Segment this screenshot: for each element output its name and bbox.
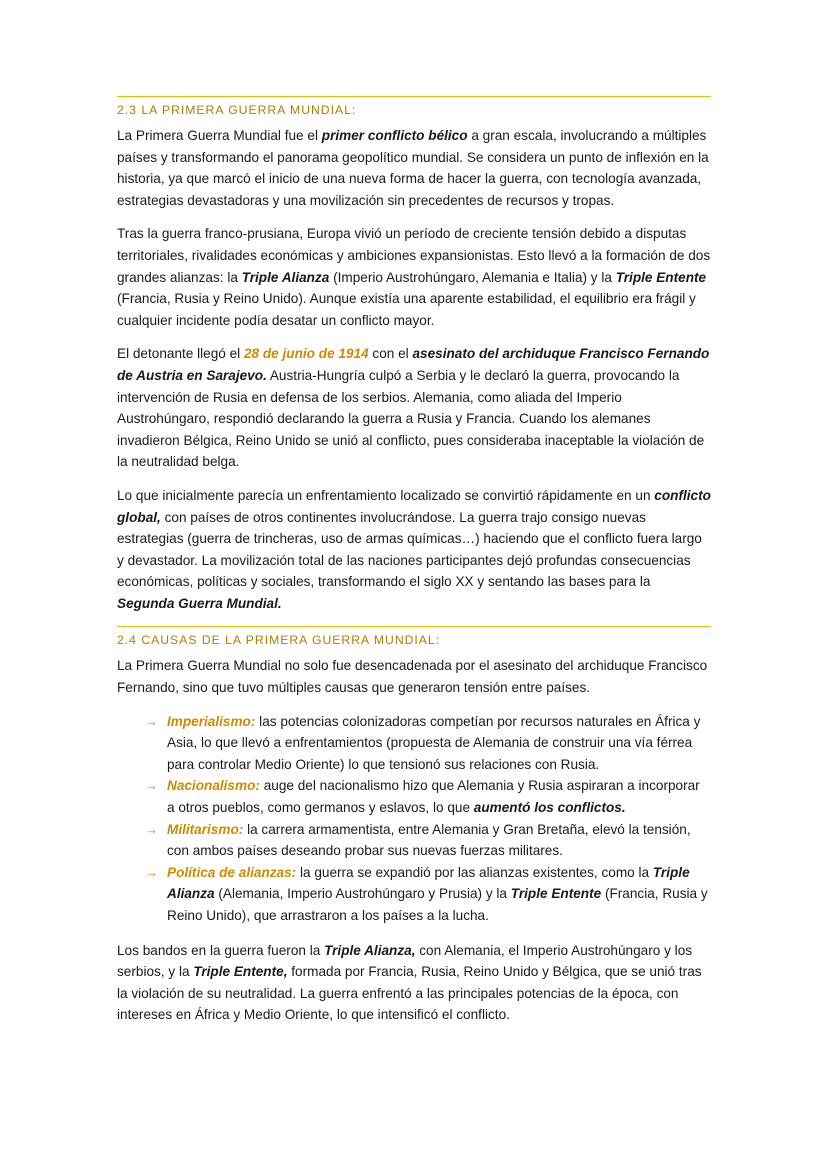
- arrow-right-icon: →: [145, 713, 158, 729]
- arrow-right-icon: →: [145, 821, 158, 837]
- list-item: → Imperialismo: las potencias colonizadoras competían por recursos naturales en África y Asia, lo que llevó a enfrentamientos (propuesta de Alemania de construir una vía férrea para controlar Medio Oriente) lo que tensionó sus relaciones con Rusia.: [145, 711, 711, 776]
- emphasis-text: asesinato del archiduque Francisco Fernando de Austria en Sarajevo.: [117, 346, 710, 383]
- list-item: → Militarismo: la carrera armamentista, entre Alemania y Gran Bretaña, elevó la tensión, con ambos países deseando probar sus nuevas fuerzas militares.: [145, 819, 711, 862]
- arrow-right-icon: →: [145, 864, 158, 880]
- list-item: → Nacionalismo: auge del nacionalismo hizo que Alemania y Rusia aspiraran a incorporar a otros pueblos, como germanos y eslavos, lo que aumentó los conflictos.: [145, 775, 711, 818]
- emphasis-text: primer conflicto bélico: [321, 128, 468, 143]
- emphasis-text: Triple Entente: [510, 886, 602, 902]
- emphasis-text: Triple Entente,: [193, 964, 288, 980]
- section-heading-primera-guerra: 2.3 LA PRIMERA GUERRA MUNDIAL:: [117, 96, 711, 117]
- emphasis-text: Triple Alianza: [241, 269, 330, 285]
- paragraph-alliances: Tras la guerra franco-prusiana, Europa vivió un período de creciente tensión debido a disputas territoriales, rivalidades económicas y ambiciones expansionistas. Esto llevó a la formación de dos grandes alianzas: la Triple Alianza (Imperio Austrohúngaro, Alemania e Italia) y la Triple Entente (Francia, Rusia y Reino Unido). Aunque existía una aparente estabilidad, el equilibrio era frágil y cualquier incidente podía desatar un conflicto mayor.: [117, 226, 711, 328]
- cause-term: Política de alianzas:: [167, 864, 297, 880]
- causes-list: [117, 711, 711, 927]
- cause-term: Nacionalismo:: [167, 778, 260, 794]
- section-heading-causas: 2.4 CAUSAS DE LA PRIMERA GUERRA MUNDIAL:: [117, 626, 711, 647]
- paragraph-global-conflict: Lo que inicialmente parecía un enfrentamiento localizado se convirtió rápidamente en un conflicto global, con países de otros continentes involucrándose. La guerra trajo consigo nuevas estrategias (guerra de trincheras, uso de armas químicas…) haciendo que el conflicto fuera largo y devastador. La movilización total de las naciones participantes dejó profundas consecuencias económicas, políticas y sociales, transformando el siglo XX y sentando las bases para la Segunda Guerra Mundial.: [117, 487, 711, 611]
- emphasis-text: Triple Alianza,: [324, 942, 416, 958]
- paragraph-causes-intro: La Primera Guerra Mundial no solo fue desencadenada por el asesinato del archiduque Francisco Fernando, sino que tuvo múltiples causas que generaron tensión entre países.: [117, 658, 708, 696]
- emphasis-text: conflicto global,: [117, 487, 711, 525]
- emphasis-text: Segunda Guerra Mundial.: [117, 595, 282, 611]
- highlight-date: 28 de junio de 1914: [243, 346, 369, 362]
- paragraph-intro: La Primera Guerra Mundial fue el primer conflicto bélico a gran escala, involucrando a múltiples países y transformando el panorama geopolítico mundial. Se considera un punto de inflexión en la historia, ya que marcó el inicio de una nueva forma de hacer la guerra, con tecnología avanzada, estrategias devastadoras y una movilización sin precedentes de recursos y tropas.: [117, 128, 709, 208]
- paragraph-trigger: El detonante llegó el 28 de junio de 1914 con el asesinato del archiduque Francisco Fernando de Austria en Sarajevo. Austria-Hungría culpó a Serbia y le declaró la guerra, provocando la intervención de Rusia en defensa de los serbios. Alemania, como aliada del Imperio Austrohúngaro, respondió declarando la guerra a Rusia y Francia. Cuando los alemanes invadieron Bélgica, Reino Unido se unió al conflicto, pues consideraba inaceptable la violación de la neutralidad belga.: [117, 346, 710, 470]
- cause-term: Militarismo:: [167, 821, 244, 837]
- document-page: [117, 96, 711, 1038]
- list-item: → Política de alianzas: la guerra se expandió por las alianzas existentes, como la Triple Alianza (Alemania, Imperio Austrohúngaro y Prusia) y la Triple Entente (Francia, Rusia y Reino Unido), que arrastraron a los países a la lucha.: [145, 862, 711, 927]
- paragraph-sides: Los bandos en la guerra fueron la Triple Alianza, con Alemania, el Imperio Austrohúngaro y los serbios, y la Triple Entente, formada por Francia, Rusia, Reino Unido y Bélgica, que se unió tras la violación de su neutralidad. La guerra enfrentó a las principales potencias de la época, con intereses en África y Medio Oriente, lo que intensificó el conflicto.: [117, 942, 702, 1023]
- arrow-right-icon: →: [145, 778, 158, 794]
- cause-term: Imperialismo:: [167, 713, 256, 729]
- emphasis-text: aumentó los conflictos.: [473, 800, 626, 816]
- emphasis-text: Triple Entente: [615, 269, 707, 285]
- emphasis-text: Triple Alianza: [167, 864, 690, 902]
